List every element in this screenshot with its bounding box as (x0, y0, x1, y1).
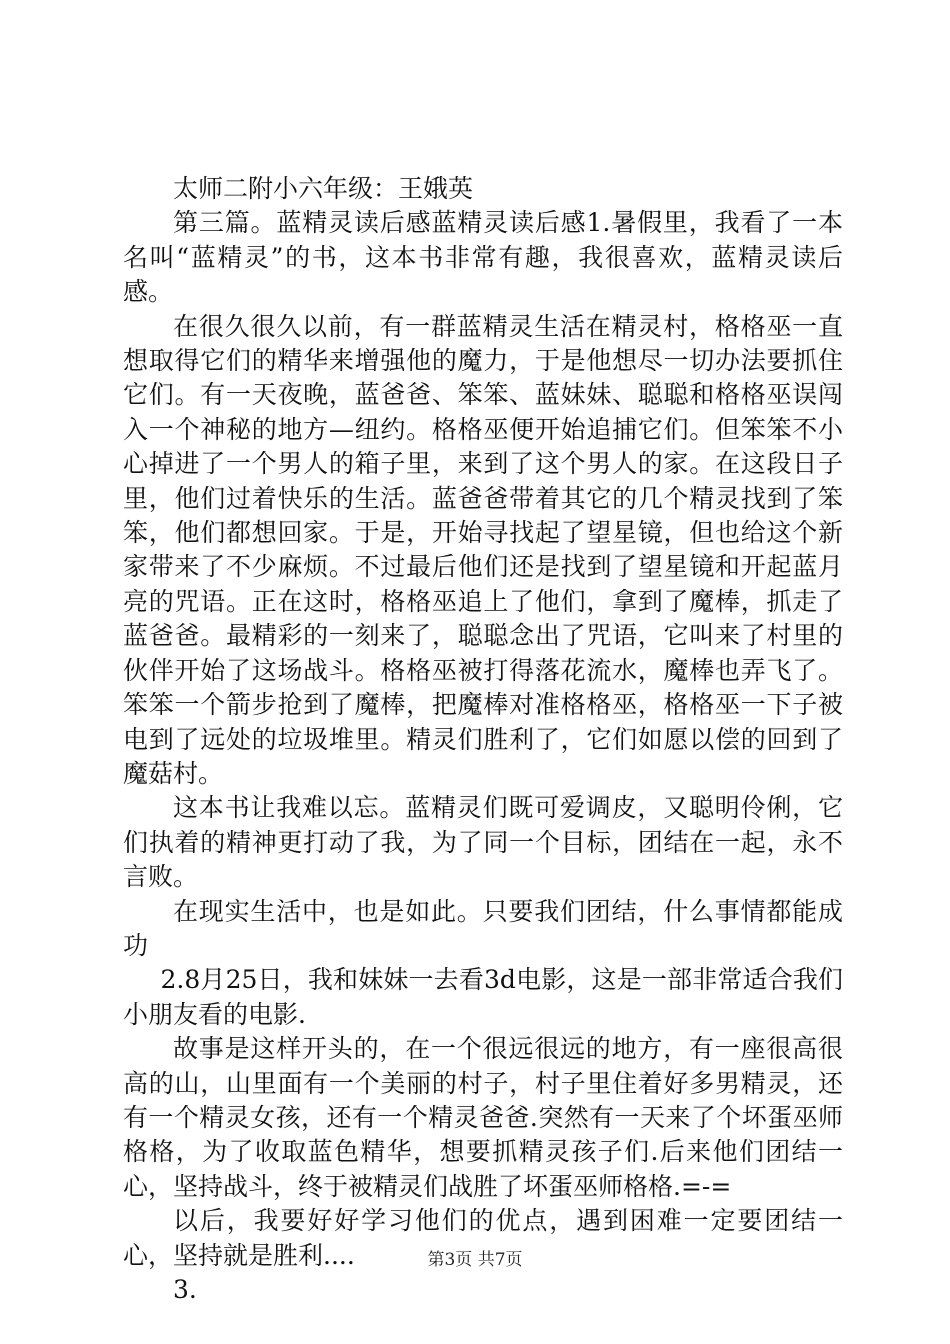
paragraph-conclusion: 以后，我要好好学习他们的优点，遇到困难一定要团结一心，坚持就是胜利.... (123, 1206, 843, 1270)
paragraph-third-marker: 3. (173, 1275, 197, 1304)
paragraph-second-story: 故事是这样开头的，在一个很远很远的地方，有一座很高很高的山，山里面有一个美丽的村子，村子里住着好多男精灵，还有一个精灵女孩，还有一个精灵爸爸.突然有一天来了个坏蛋巫师格格，为了收取蓝色精华，想要抓精灵孩子们.后来他们团结一心，坚持战斗，终于被精灵们战胜了坏蛋巫师格格.=-= (123, 1034, 843, 1201)
paragraph-real-life: 在现实生活中，也是如此。只要我们团结，什么事情都能成功 (123, 896, 843, 960)
paragraph-intro: 第三篇。蓝精灵读后感蓝精灵读后感1.暑假里，我看了一本名叫“蓝精灵”的书，这本书非常有趣，我很喜欢，蓝精灵读后感。 (123, 208, 843, 307)
paragraph-story: 在很久很久以前，有一群蓝精灵生活在精灵村，格格巫一直想取得它们的精华来增强他的魔力，于是他想尽一切办法要抓住它们。有一天夜晚，蓝爸爸、笨笨、蓝妹妹、聪聪和格格巫误闯入一个神秘的地方—纽约。格格巫便开始追捕它们。但笨笨不小心掉进了一个男人的箱子里，来到了这个男人的家。在这段日子里，他们过着快乐的生活。蓝爸爸带着其它的几个精灵找到了笨笨，他们都想回家。于是，开始寻找起了望星镜，但也给这个新家带来了不少麻烦。不过最后他们还是找到了望星镜和开起蓝月亮的咒语。正在这时，格格巫追上了他们，拿到了魔棒，抓走了蓝爸爸。最精彩的一刻来了，聪聪念出了咒语，它叫来了村里的伙伴开始了这场战斗。格格巫被打得落花流水，魔棒也弄飞了。笨笨一个箭步抢到了魔棒，把魔棒对准格格巫，格格巫一下子被电到了远处的垃圾堆里。精灵们胜利了，它们如愿以偿的回到了魔菇村。 (123, 311, 843, 788)
document-body (123, 172, 843, 1307)
paragraph-reflection: 这本书让我难以忘。蓝精灵们既可爱调皮，又聪明伶俐，它们执着的精神更打动了我，为了同一个目标，团结在一起，永不言败。 (123, 793, 843, 892)
page-number-footer: 第3页 共7页 (427, 1250, 523, 1270)
paragraph-second-essay: 2.8月25日，我和妹妹一去看3d电影，这是一部非常适合我们小朋友看的电影. (123, 965, 843, 1029)
author-line: 太师二附小六年级：王娥英 (173, 174, 474, 203)
